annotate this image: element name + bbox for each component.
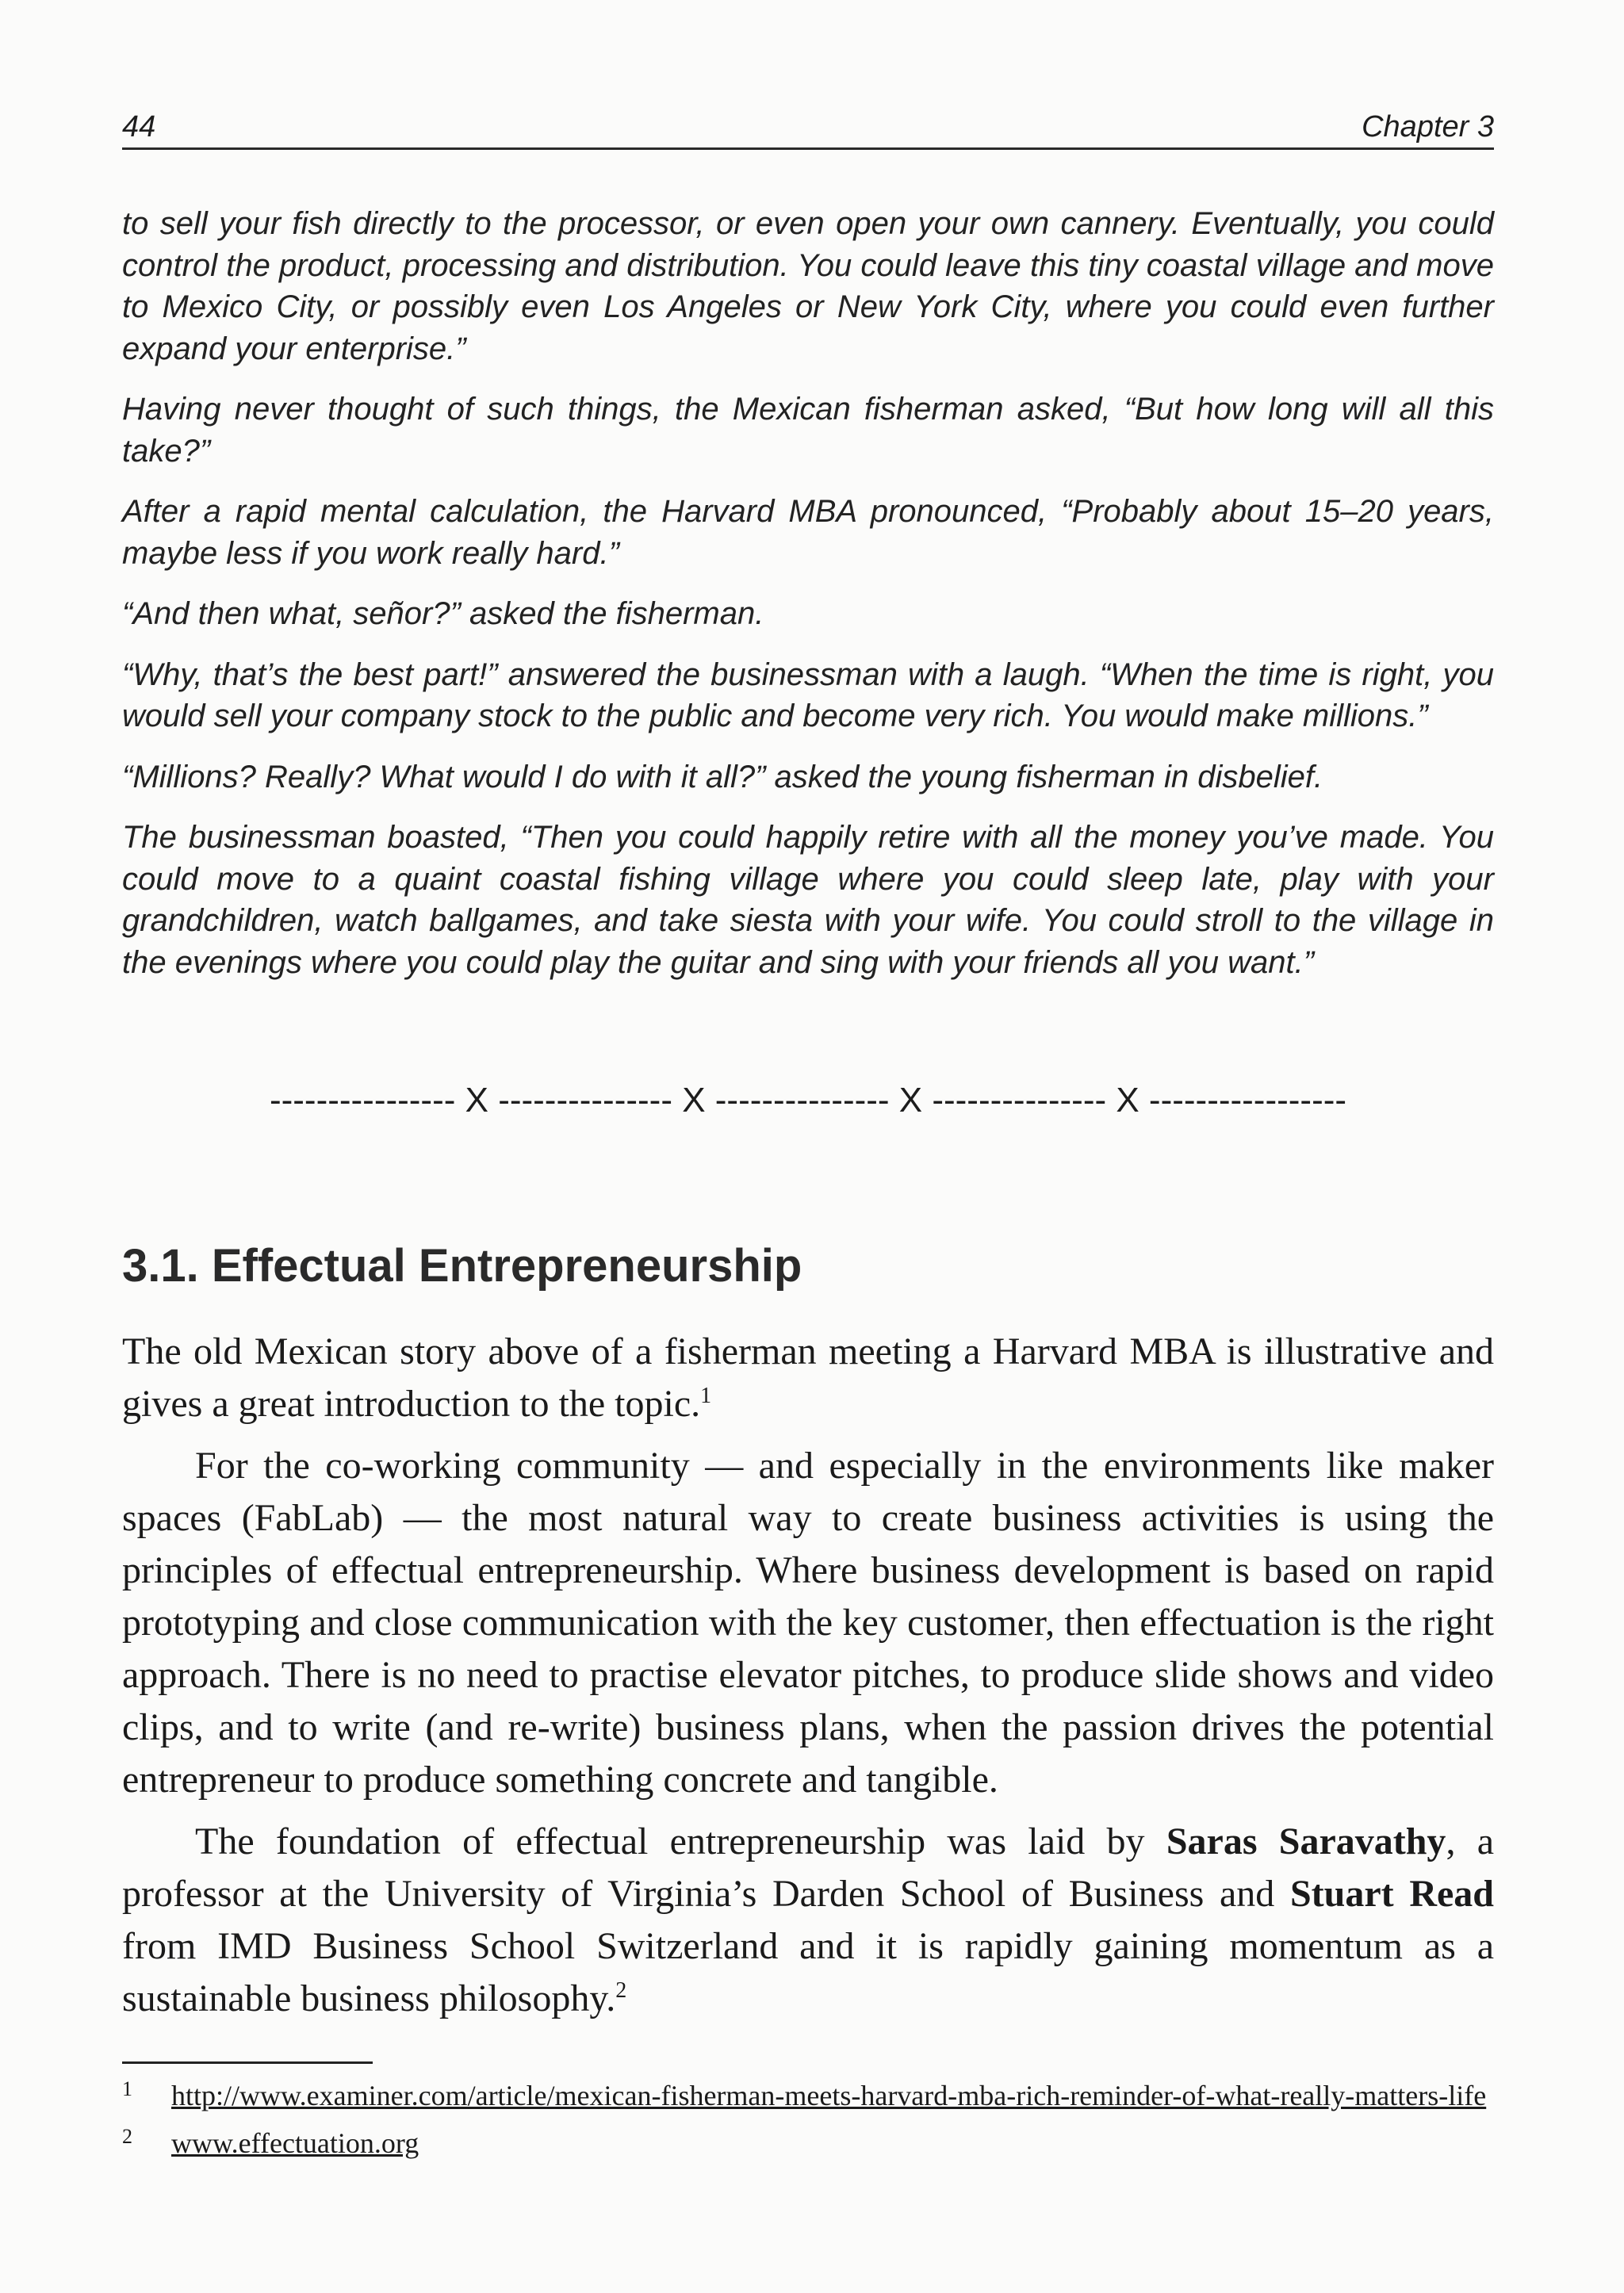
story-paragraph: “Millions? Really? What would I do with it all?” asked the young fisherman in disbelief. [122, 759, 1323, 794]
body-text: The old Mexican story above of a fisherman meeting a Harvard MBA is illustrative and gives a great introduction to the topic. [122, 1330, 1494, 1425]
page-number: 44 [122, 110, 156, 144]
section-body [122, 1326, 1494, 2035]
footnote [122, 2119, 1494, 2161]
chapter-label: Chapter 3 [1362, 110, 1494, 144]
story-paragraph: “And then what, señor?” asked the fisherman. [122, 596, 764, 631]
body-text: from IMD Business School Switzerland and it is rapidly gaining momentum as a sustainable business philosophy. [122, 1925, 1494, 2019]
story-paragraph: After a rapid mental calculation, the Harvard MBA pronounced, “Probably about 15–20 years, maybe less if you work really hard.” [122, 494, 1494, 571]
body-paragraph [122, 1816, 1494, 2025]
author-name: Stuart Read [1289, 1873, 1494, 1915]
footnote-rule [122, 2061, 373, 2064]
footnote [122, 2071, 1494, 2114]
story-paragraph: Having never thought of such things, the Mexican fisherman asked, “But how long will all this take?” [122, 392, 1494, 469]
footnote-link[interactable]: http://www.examiner.com/article/mexican-fisherman-meets-harvard-mba-rich-reminder-of-what-really-matters-life [171, 2080, 1487, 2111]
footnote-mark: 1 [122, 2077, 132, 2100]
footnote-ref[interactable]: 2 [615, 1978, 627, 2003]
footnote-ref[interactable]: 1 [700, 1384, 712, 1408]
story-paragraph: The businessman boasted, “Then you could happily retire with all the money you’ve made. You could move to a quaint coastal fishing village where you could sleep late, play with your grandchildren, watch ballgames, and take siesta with your wife. You could stroll to the village in the evenings where you could play the guitar and sing with your friends all you want.” [122, 820, 1494, 980]
body-paragraph [122, 1326, 1494, 1430]
author-name: Saras Saravathy [1166, 1820, 1446, 1862]
book-page [122, 0, 1494, 2293]
story-paragraph: “Why, that’s the best part!” answered the businessman with a laugh. “When the time is right, you would sell your company stock to the public and become very rich. You would make millions.” [122, 657, 1494, 733]
running-header [122, 106, 1494, 150]
footnotes [122, 2071, 1494, 2166]
body-text: The foundation of effectual entrepreneurship was laid by [195, 1820, 1166, 1862]
body-text: , a professor at the University of Virginia’s Darden School of Business and [122, 1820, 1495, 1915]
footnote-link[interactable]: www.effectuation.org [171, 2127, 419, 2159]
footnote-mark: 2 [122, 2125, 132, 2148]
section-divider: ---------------- X --------------- X --------------- X --------------- X ----------------- [269, 1081, 1347, 1120]
fisherman-story [122, 203, 1494, 1002]
section-heading: 3.1. Effectual Entrepreneurship [122, 1240, 802, 1292]
story-paragraph: to sell your fish directly to the processor, or even open your own cannery. Eventually, you could control the product, processing and distribution. You could leave this tiny coastal village and move to Mexico City, or possibly even Los Angeles or New York City, where you could even further expand your enterprise.” [122, 206, 1494, 366]
body-paragraph: For the co-working community — and especially in the environments like maker spaces (FabLab) — the most natural way to create business activities is using the principles of effectual entrepreneurship. Where business development is based on rapid prototyping and close communication with the key customer, then effectuation is the right approach. There is no need to practise elevator pitches, to produce slide shows and video clips, and to write (and re-write) business plans, when the passion drives the potential entrepreneur to produce something concrete and tangible. [122, 1445, 1494, 1801]
